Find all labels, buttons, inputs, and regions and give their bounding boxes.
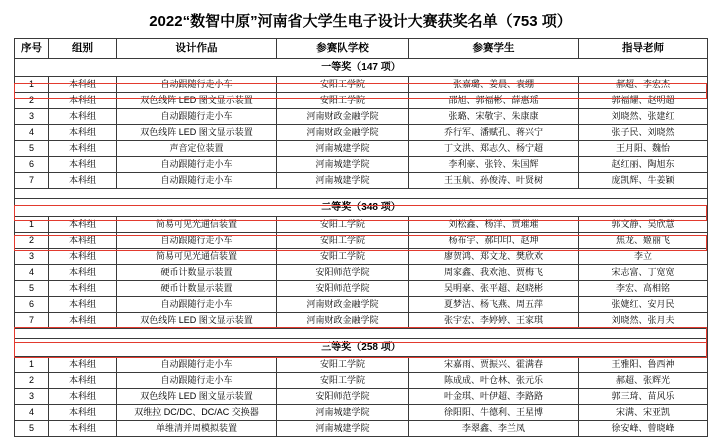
cell-work: 双色线阵 LED 图文显示装置 [117,93,277,109]
cell-work: 简易可见光通信装置 [117,217,277,233]
cell-school: 安阳师范学院 [277,281,409,297]
cell-work: 自动跟随行走小车 [117,233,277,249]
table-row [15,249,708,265]
section-header-row [15,59,708,77]
cell-no: 7 [15,173,49,189]
table-row [15,389,708,405]
cell-work: 自动跟随行走小车 [117,297,277,313]
cell-work: 自动跟随行走小车 [117,173,277,189]
cell-group: 本科组 [49,357,117,373]
cell-teachers: 宋满、宋亚凯 [579,405,708,421]
cell-no: 3 [15,389,49,405]
cell-teachers: 李立 [579,249,708,265]
cell-teachers: 宋志富、丁宽宽 [579,265,708,281]
cell-school: 安阳师范学院 [277,389,409,405]
table-row [15,357,708,373]
cell-school: 河南财政金融学院 [277,297,409,313]
cell-students: 廖贺鸿、郑文龙、樊欣欢 [409,249,579,265]
cell-teachers: 王月阳、魏怡 [579,141,708,157]
header-cell-school: 参赛队学校 [277,39,409,59]
table-row [15,173,708,189]
cell-group: 本科组 [49,233,117,249]
table-row [15,217,708,233]
cell-work: 简易可见光通信装置 [117,249,277,265]
cell-teachers: 郝超、李宏杰 [579,77,708,93]
cell-teachers: 张婕红、安月民 [579,297,708,313]
cell-school: 河南城建学院 [277,157,409,173]
cell-students: 王玉航、孙俊涛、叶贤树 [409,173,579,189]
cell-students: 张嘉璐、姜晨、袁绷 [409,77,579,93]
cell-students: 叶金琪、叶伊超、李路路 [409,389,579,405]
header-cell-no: 序号 [15,39,49,59]
table-row [15,93,708,109]
cell-group: 本科组 [49,109,117,125]
cell-group: 本科组 [49,157,117,173]
cell-students: 丁文洪、郑志久、杨宁超 [409,141,579,157]
cell-school: 安阳工学院 [277,373,409,389]
cell-work: 自动跟随行走小车 [117,77,277,93]
cell-group: 本科组 [49,373,117,389]
cell-no: 2 [15,373,49,389]
cell-work: 硬币计数显示装置 [117,265,277,281]
cell-work: 自动跟随行走小车 [117,373,277,389]
cell-group: 本科组 [49,389,117,405]
cell-group: 本科组 [49,421,117,437]
cell-students: 吴明豪、张平超、赵晓彬 [409,281,579,297]
cell-students: 李翠鑫、李兰凤 [409,421,579,437]
cell-work: 双色线阵 LED 图文显示装置 [117,125,277,141]
cell-no: 5 [15,141,49,157]
cell-no: 4 [15,265,49,281]
section-label: 二等奖（348 项） [15,199,708,217]
cell-students: 周家鑫、我欢池、贾梅飞 [409,265,579,281]
cell-school: 安阳工学院 [277,93,409,109]
cell-teachers: 张子民、刘晓然 [579,125,708,141]
cell-teachers: 郭三琦、苗风乐 [579,389,708,405]
cell-work: 双色线阵 LED 图文显示装置 [117,389,277,405]
table-row [15,233,708,249]
cell-group: 本科组 [49,405,117,421]
cell-teachers: 刘晓然、张建红 [579,109,708,125]
cell-group: 本科组 [49,297,117,313]
table-row [15,421,708,437]
cell-students: 张宇宏、李婷婷、王家琪 [409,313,579,329]
table-header-row [15,39,708,59]
cell-teachers: 王雅阳、鲁西神 [579,357,708,373]
header-cell-work: 设计作品 [117,39,277,59]
cell-students: 陈成成、叶仓林、张元乐 [409,373,579,389]
cell-teachers: 庞凯辉、牛姜颖 [579,173,708,189]
cell-work: 自动跟随行走小车 [117,109,277,125]
cell-students: 夏梦洁、杨飞燕、周五萍 [409,297,579,313]
table-body [15,59,708,437]
cell-no: 7 [15,313,49,329]
cell-group: 本科组 [49,125,117,141]
cell-teachers: 赵红丽、陶旭东 [579,157,708,173]
cell-school: 河南财政金融学院 [277,313,409,329]
cell-no: 3 [15,249,49,265]
section-label: 一等奖（147 项） [15,59,708,77]
section-header-row [15,199,708,217]
cell-no: 2 [15,93,49,109]
cell-group: 本科组 [49,281,117,297]
cell-school: 安阳工学院 [277,217,409,233]
cell-group: 本科组 [49,141,117,157]
table-row [15,297,708,313]
cell-group: 本科组 [49,77,117,93]
cell-work: 双色线阵 LED 图文显示装置 [117,313,277,329]
cell-work: 声音定位装置 [117,141,277,157]
table-row [15,77,708,93]
cell-teachers: 李宏、高相铭 [579,281,708,297]
table-row [15,157,708,173]
cell-work: 自动跟随行走小车 [117,357,277,373]
award-list-table [14,38,708,437]
cell-group: 本科组 [49,265,117,281]
cell-teachers: 徐安峰、曾晓峰 [579,421,708,437]
table-row [15,109,708,125]
cell-work: 单维清并周模拟装置 [117,421,277,437]
table-row [15,141,708,157]
cell-school: 安阳工学院 [277,357,409,373]
cell-school: 河南城建学院 [277,141,409,157]
table-row [15,265,708,281]
cell-students: 刘松鑫、杨洋、贾璀璀 [409,217,579,233]
cell-no: 1 [15,77,49,93]
cell-work: 硬币计数显示装置 [117,281,277,297]
cell-no: 5 [15,421,49,437]
cell-school: 安阳工学院 [277,77,409,93]
table-row [15,373,708,389]
cell-group: 本科组 [49,93,117,109]
header-cell-teachers: 指导老师 [579,39,708,59]
cell-no: 2 [15,233,49,249]
header-cell-group: 组别 [49,39,117,59]
cell-school: 安阳工学院 [277,233,409,249]
section-label: 三等奖（258 项） [15,339,708,357]
table-row [15,125,708,141]
cell-students: 李利豪、张铃、朱国辉 [409,157,579,173]
cell-school: 河南城建学院 [277,405,409,421]
cell-no: 6 [15,297,49,313]
cell-no: 4 [15,405,49,421]
cell-no: 5 [15,281,49,297]
cell-teachers: 焦龙、姬丽飞 [579,233,708,249]
cell-teachers: 刘晓然、张月夫 [579,313,708,329]
table-row [15,313,708,329]
cell-work: 自动跟随行走小车 [117,157,277,173]
cell-group: 本科组 [49,217,117,233]
header-cell-students: 参赛学生 [409,39,579,59]
cell-school: 河南城建学院 [277,173,409,189]
section-gap [15,329,708,339]
cell-no: 6 [15,157,49,173]
cell-school: 河南财政金融学院 [277,109,409,125]
cell-work: 双维拉 DC/DC、DC/AC 交换器 [117,405,277,421]
cell-group: 本科组 [49,173,117,189]
cell-teachers: 郭文静、吴欣慧 [579,217,708,233]
table-header [15,39,708,59]
section-gap [15,189,708,199]
cell-students: 杨布宇、郝印印、赵坤 [409,233,579,249]
cell-no: 1 [15,357,49,373]
cell-teachers: 郝超、张辉光 [579,373,708,389]
cell-school: 河南城建学院 [277,421,409,437]
table-row [15,281,708,297]
cell-students: 乔行军、潘赋孔、蒋兴宁 [409,125,579,141]
cell-school: 安阳工学院 [277,249,409,265]
cell-teachers: 郭福耀、赵明超 [579,93,708,109]
cell-group: 本科组 [49,313,117,329]
cell-no: 1 [15,217,49,233]
cell-group: 本科组 [49,249,117,265]
cell-students: 邵旭、郭福彬、薛惠瑶 [409,93,579,109]
cell-no: 3 [15,109,49,125]
section-header-row [15,339,708,357]
cell-no: 4 [15,125,49,141]
cell-students: 宋嘉雨、贾振兴、霍满春 [409,357,579,373]
cell-students: 张璐、宋敬宇、朱康康 [409,109,579,125]
table-row [15,405,708,421]
cell-school: 河南财政金融学院 [277,125,409,141]
cell-school: 安阳师范学院 [277,265,409,281]
cell-students: 徐阳阳、牛德利、王星博 [409,405,579,421]
page-title: 2022“数智中原”河南省大学生电子设计大赛获奖名单（753 项） [149,13,572,30]
